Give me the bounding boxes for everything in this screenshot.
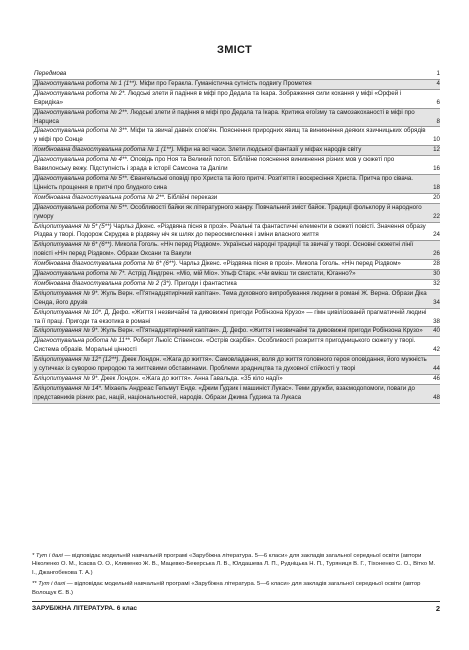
toc-entry: [32, 70, 440, 80]
toc-entry: [32, 290, 440, 309]
toc-entry-label: Бліцопитування № 5* (5**): [34, 222, 112, 230]
toc-entry-text: Міфи та звичаї давніх слов'ян. Пояснення природних явищ та виникнення деяких язичницьких обрядів у міфі про Сонце: [34, 127, 426, 144]
toc-entry-page: 28: [433, 260, 440, 268]
toc-entry-label: Бліцопитування № 14*.: [34, 384, 103, 392]
toc-entry-page: 42: [433, 346, 440, 354]
toc-entry: [32, 109, 440, 128]
toc-entry-label: Діагностувальна робота № 11**.: [34, 337, 132, 345]
footer-divider: [32, 601, 440, 602]
toc-entry: [32, 90, 440, 109]
footnote-marker: ** Тут і далі: [32, 581, 66, 588]
toc-entry-page: 38: [433, 317, 440, 325]
toc-entry-text: Роберт Льюїс Стівенсон. «Острів скарбів». Особливості розкриття пригодницького сюжету у творі. Система образів. Моральні цінності: [34, 337, 416, 354]
toc-entry-page: 20: [433, 193, 440, 201]
footnote-marker: * Тут і далі: [32, 553, 63, 559]
toc-entry-label: Комбінована діагностувальна робота № 6* (6**).: [34, 260, 178, 268]
toc-entry-text: Астрід Ліндгрен. «Міо, мій Міо». Ульф Старк. «Чи вмієш ти свистати, Юганно?»: [126, 270, 356, 278]
toc-entry-text: Міфи про Геракла. Гуманістична сутність подвигу Прометея: [137, 79, 312, 87]
toc-entry: [32, 80, 440, 90]
toc-entry-label: Комбінована діагностувальна робота № 2 (3*).: [34, 279, 173, 287]
toc-entry: [32, 260, 440, 270]
toc-entry-label: Бліцопитування № 12* (12**).: [34, 356, 121, 364]
footnote-text: — відповідає модельній навчальній програмі «Зарубіжна література. 5—6 класи» для закладів загальної середньої освіти (автор Волощук Є. В.): [32, 581, 421, 596]
toc-entry: [32, 156, 440, 175]
toc-entry-page: 10: [433, 136, 440, 144]
toc-entry-label: Бліцопитування № 9*.: [34, 327, 100, 335]
toc-entry-page: 1: [436, 70, 440, 77]
toc-entry: [32, 204, 440, 223]
toc-entry-text: Джек Лондон. «Жага до життя». Анна Гавальда. «35 кіло надії»: [99, 375, 283, 382]
toc-entry: [32, 194, 440, 204]
toc-entry-label: Діагностувальна робота № 5**.: [34, 203, 129, 211]
toc-entry-page: 16: [433, 165, 440, 173]
footnote-text: — відповідає модельній навчальній програмі «Зарубіжна література. 5—6 класи» для закладів загальної середньої освіти (автори Ніколенко О. М., Ісаєва О. О., Клименко Ж. В., Мацевко-Бекерська Л. В., Юлдашева Л. П., Рудніцька Н. П., Туряниця В. Г., Тіхоненко С. О., Вітко М. І., Джангобекова Т. А.): [32, 553, 436, 576]
toc-entry-label: Бліцопитування № 9*.: [34, 289, 100, 297]
toc-entry-text: Особливості байки як літературного жанру. Повчальний зміст байок. Традиції фольклору й народного гумору: [34, 203, 422, 220]
footer-page-number: 2: [435, 604, 440, 613]
footer-book-title: ЗАРУБІЖНА ЛІТЕРАТУРА. 6 клас: [32, 605, 138, 612]
toc-entry-text: Чарльз Дікенс. «Різдвяна пісня в прозі». Реальні та фантастичні елементи в сюжеті повісті. Значення образу Різдва у творі. Подорож Скруджа в різдвяну ніч як шлях до переосмислення і зміни власного життя: [34, 222, 426, 239]
toc-entry-page: 24: [433, 231, 440, 239]
toc-entry: [32, 309, 440, 328]
toc-entry-label: Діагностувальна робота № 5**.: [34, 174, 129, 182]
toc-entry-page: 22: [433, 212, 440, 220]
toc-entry: [32, 175, 440, 194]
toc-entry: [32, 223, 440, 242]
toc-entry-page: 18: [433, 183, 440, 191]
toc-entry: [32, 385, 440, 404]
toc-entry-label: Комбінована діагностувальна робота № 2**.: [34, 193, 166, 201]
toc-entry-label: Діагностувальна робота № 3**.: [34, 127, 129, 135]
toc-entry-label: Передмова: [34, 70, 67, 77]
toc-entry-text: Євангельські оповіді про Христа та його притчі. Розп'яття і воскресіння Христа. Притча про сівача. Цінність прощення в притчі про блудного сина: [34, 174, 414, 191]
toc-entry-page: 32: [433, 279, 440, 287]
toc-entry-text: Чарльз Дікенс. «Різдвяна пісня в прозі». Микола Гоголь. «Ніч перед Різдвом»: [177, 260, 401, 268]
table-of-contents: [32, 70, 440, 404]
toc-entry: [32, 280, 440, 290]
toc-entry-text: Джек Лондон. «Жага до життя». Самовладання, воля до життя головного героя оповідання, його мужність у сутичках із суворою природою та життєвими обставинами. Проблеми зрадництва та духовної стійкості у творі: [34, 356, 427, 373]
page-title: ЗМІСТ: [217, 44, 252, 56]
toc-entry-page: 26: [433, 250, 440, 258]
toc-entry-text: Д. Дефо. «Життя і незвичайні та дивовижні пригоди Робінзона Крузо» — гімн цивілізованій прагматичній людині та її праці. Пригоди та екзотика в романі: [34, 308, 427, 325]
toc-entry-label: Комбінована діагностувальна робота № 1 (1**).: [34, 146, 175, 154]
toc-entry: [32, 241, 440, 260]
toc-entry-label: Діагностувальна робота № 4**.: [34, 156, 129, 164]
toc-entry-text: Людські злети й падіння в міфі про Дедала та Ікара. Зображення сили кохання у міфі «Орфей і Евридіка»: [34, 89, 402, 106]
toc-entry: [32, 375, 440, 385]
toc-entry-text: Оповідь про Ноя та Великий потоп. Біблійне пояснення виникнення різних мов у сюжеті про Вавилонську вежу. Підступність і зрада в історії Самсона та Даліли: [34, 156, 395, 173]
footnotes: [32, 552, 440, 600]
toc-entry: [32, 337, 440, 356]
footnote: [32, 580, 440, 597]
toc-entry-text: Міфи на всі часи. Злети людської фантазії у міфах народів світу: [174, 146, 362, 154]
toc-entry-page: 40: [433, 327, 440, 335]
footnote: [32, 552, 440, 577]
toc-entry: [32, 327, 440, 337]
toc-entry-text: Жуль Верн. «П'ятнадцятирічний капітан». Д. Дефо. «Життя і незвичайні та дивовижні пригоди Робінзона Крузо»: [99, 327, 423, 335]
toc-entry-text: Жуль Верн. «П'ятнадцятирічний капітан». Тема духовного випробування людини в романі Ж. Верна. Образи Діка Сенда, його друзів: [34, 289, 427, 306]
toc-entry-text: Людські злети й падіння в міфі про Дедала та Ікара. Критика егоїзму та самозакоханості в міфі про Нарциса: [34, 108, 415, 125]
toc-entry-text: Микола Гоголь. «Ніч перед Різдвом». Українські народні традиції та звичаї у творі. Основні сюжетні лінії повісті «Ніч перед Різдвом». Образи Оксани та Вакули: [34, 241, 414, 258]
toc-entry-label: Діагностувальна робота № 2*.: [34, 89, 127, 97]
toc-entry-label: Діагностувальна робота № 7*.: [34, 270, 127, 278]
toc-entry-page: 8: [436, 117, 440, 125]
toc-entry-label: Діагностувальна робота № 2**.: [34, 108, 129, 116]
toc-entry-label: Бліцопитування № 10*.: [34, 308, 103, 316]
toc-entry-text: Біблійні перекази: [165, 193, 218, 201]
toc-entry: [32, 356, 440, 375]
toc-entry-page: 12: [433, 146, 440, 154]
toc-entry-label: Бліцопитування № 9*.: [34, 375, 100, 382]
toc-entry-label: Бліцопитування № 6* (6**).: [34, 241, 114, 249]
toc-entry-text: Пригоди і фантастика: [172, 279, 237, 287]
toc-entry-page: 44: [433, 365, 440, 373]
toc-entry-page: 34: [433, 298, 440, 306]
toc-entry-page: 48: [433, 393, 440, 401]
toc-entry: [32, 127, 440, 146]
toc-entry-label: Діагностувальна робота № 1 (1**).: [34, 79, 138, 87]
toc-entry-page: 6: [436, 98, 440, 106]
toc-entry-page: 30: [433, 270, 440, 278]
toc-entry: [32, 270, 440, 280]
toc-entry-page: 4: [436, 79, 440, 87]
toc-entry: [32, 146, 440, 156]
toc-entry-text: Міхаель Андреас Гельмут Енде. «Джим Ґудзик і машиніст Лукас». Теми дружби, взаємодопомоги, поваги до представників різних рас, націй, національностей, народів. Образи Джима Ґудзика та Лукаса: [34, 384, 415, 401]
toc-entry-page: 46: [433, 375, 440, 382]
